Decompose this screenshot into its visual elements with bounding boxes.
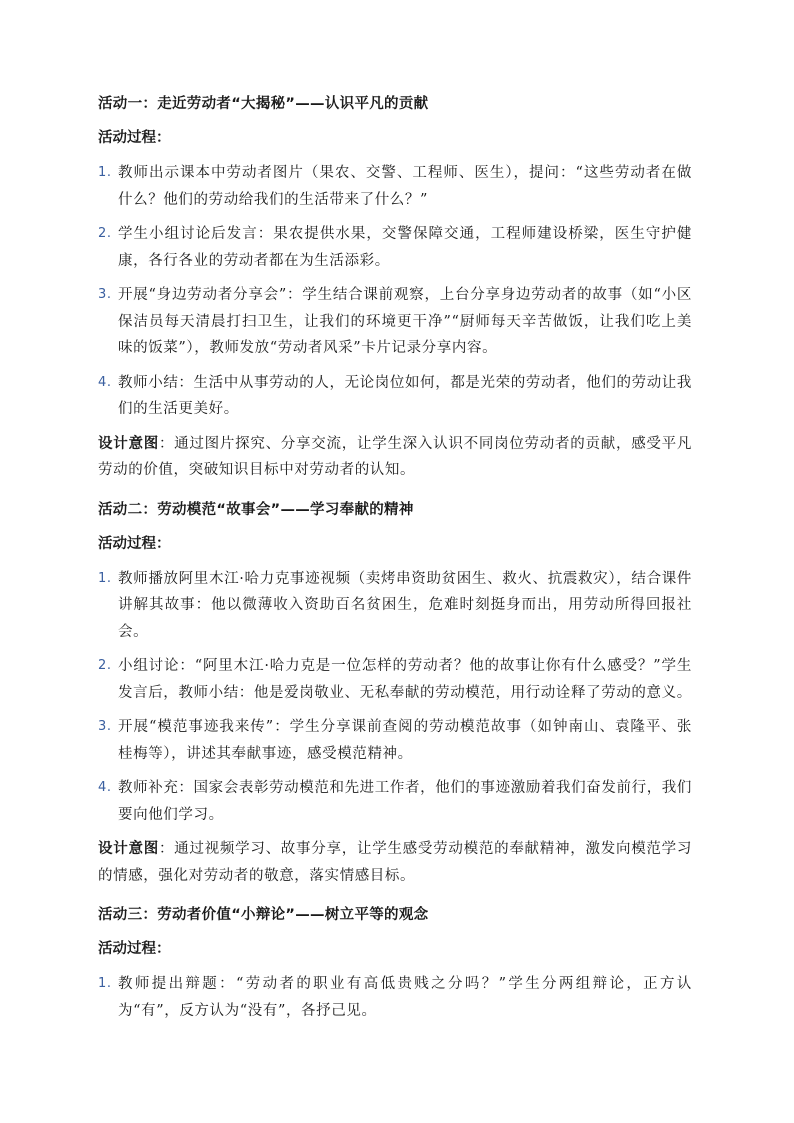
list-number: 2. [98,658,112,673]
activity-1-title: 活动一：走近劳动者“大揭秘”——认识平凡的贡献 [98,96,429,112]
list-item: 1. 教师出示课本中劳动者图片（果农、交警、工程师、医生），提问：“这些劳动者在做什么？他们的劳动给我们的生活带来了什么？” [98,160,692,213]
activity-3-title: 活动三：劳动者价值“小辩论”——树立平等的观念 [98,907,429,923]
list-item: 3. 开展“身边劳动者分享会”：学生结合课前观察，上台分享身边劳动者的故事（如“小区保洁员每天清晨打扫卫生，让我们的环境更干净”“厨师每天辛苦做饭，让我们吃上美味的饭菜”），教师发放“劳动者风采”卡片记录分享内容。 [98,282,692,362]
activity-1-intent [98,431,692,484]
list-item: 4. 教师小结：生活中从事劳动的人，无论岗位如何，都是光荣的劳动者，他们的劳动让我们的生活更美好。 [98,370,692,423]
list-number: 4. [98,780,112,795]
activity-1-steps [98,160,692,423]
activity-2-title: 活动二：劳动模范“故事会”——学习奉献的精神 [98,501,414,518]
activity-2-steps [98,566,692,829]
list-number: 2. [98,226,112,241]
list-item: 4. 教师补充：国家会表彰劳动模范和先进工作者，他们的事迹激励着我们奋发前行，我们要向他们学习。 [98,775,692,828]
list-number: 1. [98,165,112,180]
list-number: 3. [98,287,112,302]
intent-label: 设计意图 [98,435,159,452]
activity-3-steps [98,971,692,1024]
list-item: 2. 学生小组讨论后发言：果农提供水果，交警保障交通，工程师建设桥梁，医生守护健康，各行各业的劳动者都在为生活添彩。 [98,221,692,274]
list-number: 4. [98,374,112,390]
activity-1-process-label: 活动过程： [98,130,171,146]
list-number: 1. [98,976,112,991]
intent-text: ：通过图片探究、分享交流，让学生深入认识不同岗位劳动者的贡献，感受平凡劳动的价值，突破知识目标中对劳动者的认知。 [98,435,692,478]
activity-2-intent [98,836,692,889]
list-item: 1. 教师提出辩题：“劳动者的职业有高低贵贱之分吗？”学生分两组辩论，正方认为“有”，反方认为“没有”，各抒己见。 [98,971,692,1024]
activity-1-section [98,92,692,484]
activity-2-section [98,498,692,890]
list-item: 1. 教师播放阿里木江·哈力克事迹视频（卖烤串资助贫困生、救火、抗震救灾），结合课件讲解其故事：他以微薄收入资助百名贫困生，危难时刻挺身而出，用劳动所得回报社会。 [98,566,692,646]
list-item: 2. 小组讨论：“阿里木江·哈力克是一位怎样的劳动者？他的故事让你有什么感受？”学生发言后，教师小结：他是爱岗敬业、无私奉献的劳动模范，用行动诠释了劳动的意义。 [98,653,692,706]
activity-3-section [98,903,692,1024]
activity-3-process-label: 活动过程： [98,941,171,957]
list-number: 1. [98,570,112,586]
intent-label: 设计意图 [98,841,159,857]
activity-2-process-label: 活动过程： [98,535,171,552]
list-item: 3. 开展“模范事迹我来传”：学生分享课前查阅的劳动模范故事（如钟南山、袁隆平、张桂梅等），讲述其奉献事迹，感受模范精神。 [98,714,692,767]
intent-text: ：通过视频学习、故事分享，让学生感受劳动模范的奉献精神，激发向模范学习的情感，强化对劳动者的敬意，落实情感目标。 [98,841,692,884]
list-number: 3. [98,719,112,734]
document-page [98,92,692,1032]
